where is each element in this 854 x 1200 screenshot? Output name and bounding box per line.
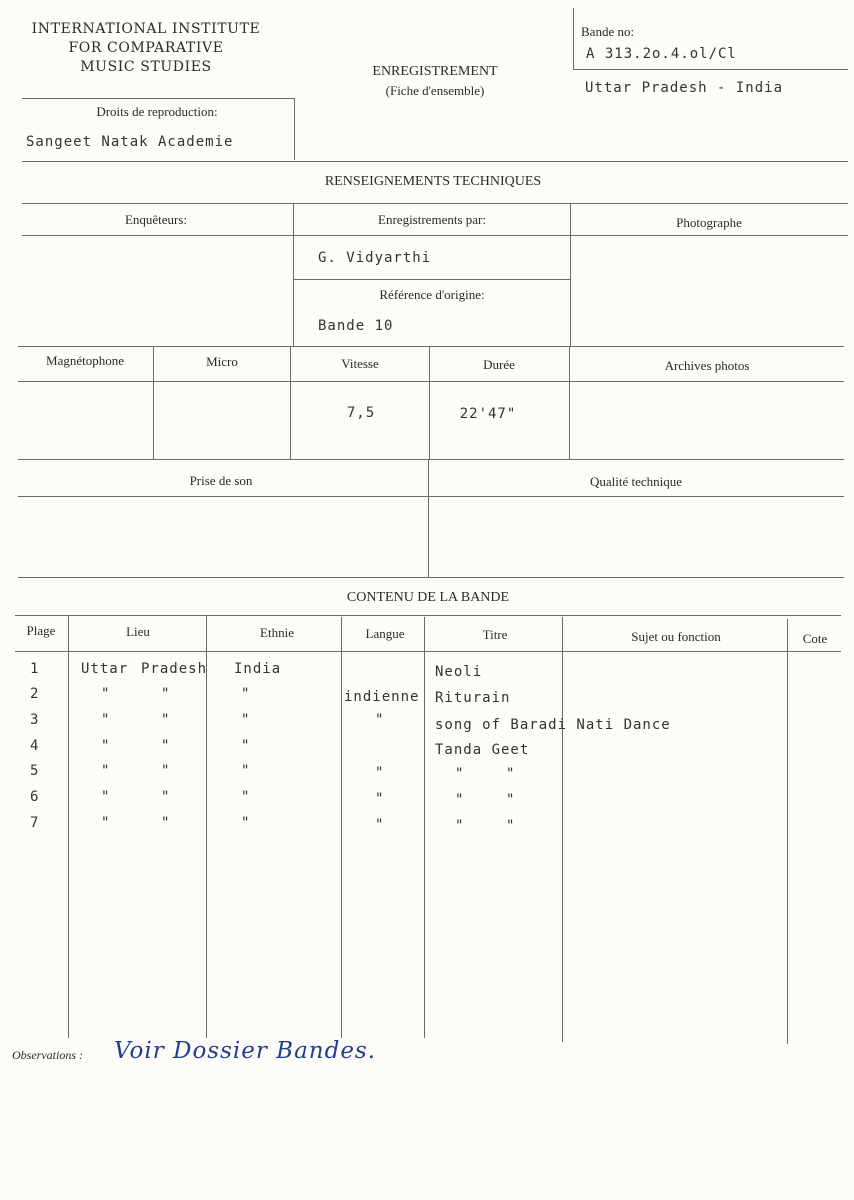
observations-label: Observations : — [12, 1048, 83, 1062]
contenu-section-title: CONTENU DE LA BANDE — [346, 590, 510, 605]
micro-label: Micro — [206, 354, 238, 369]
duree-value: 22'47" — [459, 406, 517, 422]
magnetophone-label: Magnétophone — [46, 353, 124, 368]
reference-label: Référence d'origine: — [379, 287, 485, 302]
row-langue: " — [375, 712, 385, 728]
row-lieu-2: " — [161, 789, 171, 805]
row-ethnie: India — [234, 661, 282, 677]
enregistrements-label: Enregistrements par: — [378, 212, 486, 227]
col-lieu: Lieu — [126, 624, 150, 639]
contenu-header-rule — [15, 651, 841, 652]
row-titre: " — [455, 792, 465, 808]
technique-divider-right — [570, 203, 571, 346]
bande-number: A 313.2o.4.ol/Cl — [586, 46, 737, 62]
row-ethnie: " — [241, 789, 251, 805]
row-lieu: " — [101, 815, 111, 831]
col-cote: Cote — [802, 631, 828, 646]
institute-name-line3: MUSIC STUDIES — [80, 59, 212, 75]
equipment-divider-4 — [569, 346, 570, 459]
row-plage: 4 — [30, 738, 40, 754]
col-divider-5 — [562, 617, 563, 1042]
observations-handwritten-note: Voir Dossier Bandes. — [114, 1038, 377, 1064]
row-ethnie: " — [241, 686, 251, 702]
row-titre: Tanda Geet — [435, 742, 530, 758]
bande-label: Bande no: — [581, 24, 635, 39]
col-ethnie: Ethnie — [260, 625, 294, 640]
equipment-divider-3 — [429, 346, 430, 459]
reference-value: Bande 10 — [318, 318, 394, 334]
row-langue: " — [375, 791, 385, 807]
equipment-divider-1 — [153, 346, 154, 459]
row-titre-2: " — [506, 818, 516, 834]
region-value: Uttar Pradesh - India — [585, 80, 784, 96]
prise-bottom-rule — [18, 577, 844, 578]
institute-name-line1: INTERNATIONAL INSTITUTE — [31, 21, 261, 37]
row-lieu-2: " — [161, 686, 171, 702]
row-titre: Riturain — [435, 690, 511, 706]
row-langue: " — [375, 765, 385, 781]
qualite-technique-label: Qualité technique — [589, 474, 683, 489]
header-bottom-rule — [22, 161, 848, 162]
row-lieu: Uttar — [81, 661, 129, 677]
row-lieu: " — [101, 686, 111, 702]
row-langue: " — [375, 817, 385, 833]
row-plage: 1 — [30, 661, 40, 677]
row-titre-2: " — [506, 766, 516, 782]
row-plage: 7 — [30, 815, 40, 831]
row-ethnie: " — [241, 763, 251, 779]
enqueteurs-label: Enquêteurs: — [124, 212, 188, 227]
reference-top-rule — [293, 279, 570, 280]
row-plage: 2 — [30, 686, 40, 702]
duree-label: Durée — [483, 357, 515, 372]
technique-label-rule — [22, 235, 848, 236]
row-lieu: " — [101, 763, 111, 779]
prise-label-rule — [18, 496, 844, 497]
droits-top-border — [22, 98, 295, 99]
bande-box-bottom-border — [573, 69, 848, 70]
archives-photos-label: Archives photos — [664, 358, 750, 373]
prise-top-rule — [18, 459, 844, 460]
prise-de-son-label: Prise de son — [189, 473, 253, 488]
col-divider-3 — [341, 617, 342, 1038]
row-titre: " — [455, 818, 465, 834]
col-divider-1 — [68, 615, 69, 1038]
vitesse-label: Vitesse — [341, 356, 379, 371]
equipment-label-rule — [18, 381, 844, 382]
row-ethnie: " — [241, 815, 251, 831]
row-ethnie: " — [241, 738, 251, 754]
row-plage: 5 — [30, 763, 40, 779]
row-lieu: " — [101, 789, 111, 805]
row-titre-2: " — [506, 792, 516, 808]
col-divider-2 — [206, 615, 207, 1038]
row-lieu-2: " — [161, 738, 171, 754]
technique-title-rule — [22, 203, 848, 204]
form-title: ENREGISTREMENT — [372, 64, 498, 79]
row-ethnie: " — [241, 712, 251, 728]
row-lieu-2: " — [161, 763, 171, 779]
droits-value: Sangeet Natak Academie — [26, 134, 234, 150]
bande-box-left-border — [573, 8, 574, 70]
row-titre: Neoli — [435, 664, 483, 680]
enregistrements-value: G. Vidyarthi — [318, 250, 432, 266]
droits-label: Droits de reproduction: — [96, 104, 218, 119]
row-lieu-2: " — [161, 815, 171, 831]
prise-divider — [428, 459, 429, 577]
contenu-top-rule — [15, 615, 841, 616]
row-lieu-2: " — [161, 712, 171, 728]
droits-right-border — [294, 98, 295, 160]
col-divider-4 — [424, 617, 425, 1038]
photographe-label: Photographe — [676, 215, 742, 230]
row-titre: " — [455, 766, 465, 782]
row-plage: 6 — [30, 789, 40, 805]
technique-divider-left — [293, 203, 294, 346]
col-divider-6 — [787, 619, 788, 1044]
institute-name-line2: FOR COMPARATIVE — [68, 40, 224, 56]
col-plage: Plage — [26, 623, 56, 638]
row-lieu: " — [101, 712, 111, 728]
col-sujet: Sujet ou fonction — [631, 629, 721, 644]
row-lieu-2: Pradesh — [141, 661, 208, 677]
row-langue: indienne — [344, 689, 420, 705]
equipment-divider-2 — [290, 346, 291, 459]
form-subtitle: (Fiche d'ensemble) — [385, 83, 485, 98]
equipment-top-rule — [18, 346, 844, 347]
row-lieu: " — [101, 738, 111, 754]
row-plage: 3 — [30, 712, 40, 728]
technique-section-title: RENSEIGNEMENTS TECHNIQUES — [324, 174, 542, 189]
row-titre: song of Baradi Nati Dance — [435, 717, 671, 733]
vitesse-value: 7,5 — [346, 405, 376, 421]
col-langue: Langue — [365, 626, 405, 641]
col-titre: Titre — [482, 627, 508, 642]
